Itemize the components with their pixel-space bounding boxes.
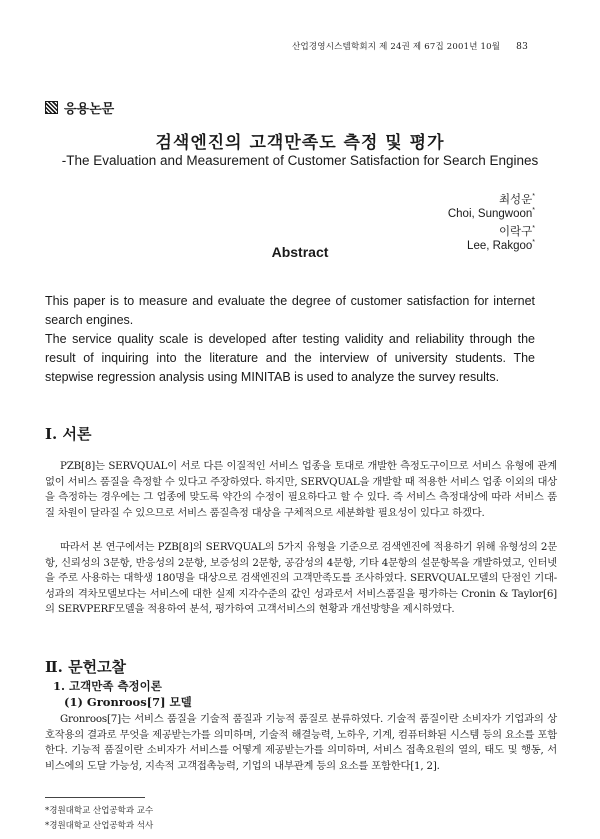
author-1-korean: 최성운*: [498, 193, 535, 206]
abstract-paragraph-1: This paper is to measure and evaluate the degree of customer satisfaction for internet search engines.: [45, 294, 535, 327]
footnote-1: *경원대학교 산업공학과 교수: [45, 806, 154, 816]
title-english: -The Evaluation and Measurement of Customer Satisfaction for Search Engines: [61, 153, 539, 168]
title-korean: 검색엔진의 고객만족도 측정 및 평가: [155, 133, 445, 153]
section-tag: [45, 98, 114, 117]
author-2-korean: 이락구*: [498, 225, 535, 238]
footnote-2: *경원대학교 산업공학과 석사: [45, 821, 154, 831]
section-2-paragraph-1: Gronroos[7]는 서비스 품질을 기술적 품질과 기능적 품질로 분류하였다. 기술적 품질이란 소비자가 기업과의 상호작용의 결과로 무엇을 제공받는가를 의미하며, 기술적 해결능력, 노하우, 기계, 컴퓨터화된 시스템 등의 요소를 포함한다. 기능적 품질이란 소비자가 서비스를 어떻게 제공받는가를 의미하며, 서비스 접촉요원의 열의, 태도 및 행동, 서비스에의 도달 가능성, 지속적 고객접촉능력, 기업의 내부관계 등의 요소를 포함한다[1, 2].: [45, 713, 557, 772]
subsection-1-1-heading: (1) Gronroos[7] 모델: [64, 695, 192, 709]
journal-info: 산업경영시스템학회지 제 24권 제 67집 2001년 10월: [292, 42, 501, 52]
section-2-heading: Ⅱ. 문헌고찰: [45, 658, 127, 676]
subsection-1-heading: 1. 고객만족 측정이론: [53, 679, 162, 693]
section-1-paragraph-2: 따라서 본 연구에서는 PZB[8]의 SERVQUAL의 5가지 유형을 기준으로 검색엔진에 적용하기 위해 유형성의 2문항, 신뢰성의 3문항, 반응성의 2문항, 보증성의 2문항, 공감성의 4문항, 기타 4문항의 설문항목을 개발하였고, 인터넷을 주로 사용하는 대학생 180명을 대상으로 검색엔진의 고객만족도를 조사하였다. SERVQUAL모델의 단점인 기대-성과의 격차모델보다는 서비스에 대한 실제 지각수준의 값인 성과로서 서비스품질을 평가하는 Cronin & Taylor[6]의 SERVPERF모델을 적용하여 분석, 평가하여 고객서비스의 현황과 개선방향을 제시하였다.: [45, 541, 557, 616]
hatched-square-icon: [45, 101, 58, 114]
author-2-english: Lee, Rakgoo*: [467, 239, 535, 252]
page-number: 83: [516, 42, 528, 52]
section-1-heading: Ⅰ. 서론: [45, 425, 92, 443]
abstract-heading: Abstract: [271, 244, 329, 260]
running-head: [292, 40, 528, 52]
section-1-paragraph-1: PZB[8]는 SERVQUAL이 서로 다른 이질적인 서비스 업종을 토대로 개발한 측정도구이므로 서비스 유형에 관계없이 서비스 품질을 측정할 수 있다고 주장하였다. 하지만, SERVQUAL을 개발할 때 적용한 서비스 업종 이외의 대상을 측정하는 경우에는 그 업종에 맞도록 약간의 수정이 필요하다고 할 수 있다. 즉 서비스 측정대상에 따라 서비스 품질 차원이 달라질 수 있으므로 서비스 품질측정 대상을 구체적으로 세분화할 필요성이 있다고 하겠다.: [45, 460, 557, 519]
section-tag-label: 응용논문: [64, 102, 115, 117]
footnote-rule: [45, 797, 145, 798]
abstract-paragraph-2: The service quality scale is developed after testing validity and reliability through the result of inquiring into the literature and the interview of university students. The stepwise regression analysis using MINITAB is used to analyze the survey results.: [45, 332, 535, 384]
author-1-english: Choi, Sungwoon*: [447, 207, 535, 220]
